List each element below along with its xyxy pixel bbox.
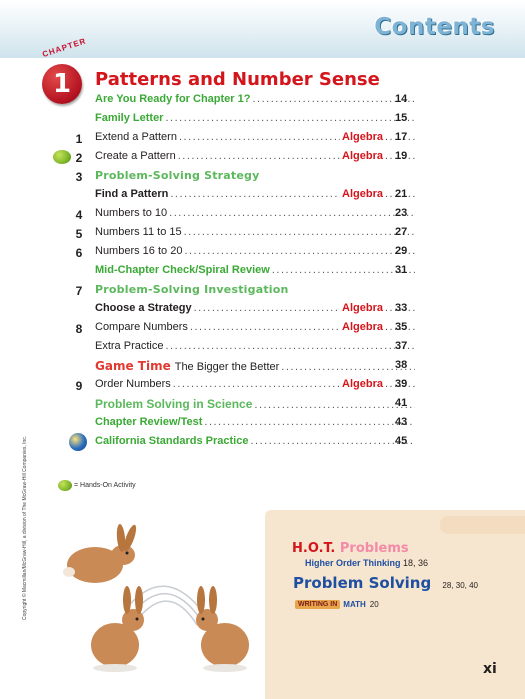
algebra-tag: Algebra: [342, 378, 383, 390]
dot-leader: [250, 435, 415, 447]
hot-sub-label: Higher Order Thinking: [305, 558, 401, 568]
toc-row: [0, 435, 525, 453]
dot-leader: [173, 378, 340, 390]
page-ref: 21: [395, 188, 408, 200]
writing-page: 20: [369, 600, 379, 609]
hot-word: Problems: [339, 541, 409, 556]
toc-row: [0, 397, 525, 415]
hands-on-icon: [58, 480, 72, 491]
toc-label: California Standards Practice: [95, 435, 249, 447]
toc-label: Compare Numbers: [95, 321, 188, 333]
toc-line: [95, 131, 417, 143]
lesson-number: 6: [75, 246, 83, 260]
toc-row: [0, 321, 525, 339]
page-ref: 19: [395, 150, 408, 162]
toc-line: [95, 188, 417, 200]
dot-leader: [204, 416, 415, 428]
page-ref: 33: [395, 302, 408, 314]
hot-prefix: H.O.T.: [292, 541, 336, 556]
toc-row: [0, 302, 525, 320]
toc-line: [95, 302, 417, 314]
toc-label: Numbers 16 to 20: [95, 245, 183, 257]
dot-leader: [272, 264, 415, 276]
toc-row: [0, 359, 525, 377]
toc-line: [95, 150, 417, 162]
chapter-number: 1: [52, 69, 72, 99]
page-ref: 29: [395, 245, 408, 257]
legend-text: = Hands-On Activity: [74, 482, 136, 489]
toc-row: [0, 112, 525, 130]
toc-label: Problem Solving in Science: [95, 397, 253, 411]
toc-row: [0, 207, 525, 225]
page-ref: 37: [395, 340, 408, 352]
page-ref: 23: [395, 207, 408, 219]
hot-pages: 18, 36: [403, 558, 429, 568]
dot-leader: [184, 245, 415, 257]
toc-line: [95, 416, 417, 428]
algebra-tag: Algebra: [342, 188, 383, 200]
lesson-number: 1: [75, 132, 83, 146]
toc-label: The Bigger the Better: [174, 361, 280, 373]
algebra-tag: Algebra: [342, 131, 383, 143]
toc-row: [0, 378, 525, 396]
toc-line: [95, 264, 417, 276]
dot-leader: [184, 226, 415, 238]
hot-subtitle: [305, 558, 428, 568]
rabbit-2: [91, 586, 144, 672]
toc-row: [0, 264, 525, 282]
page-ref: 39: [395, 378, 408, 390]
dot-leader: [165, 340, 415, 352]
toc-line: [95, 169, 417, 182]
page-ref: 31: [395, 264, 408, 276]
dot-leader: [194, 302, 340, 314]
dot-leader: [165, 112, 415, 124]
dot-leader: [252, 93, 415, 105]
rabbit-3: [196, 586, 249, 672]
algebra-tag: Algebra: [342, 321, 383, 333]
toc-label: Extra Practice: [95, 340, 164, 352]
chapter-title: Patterns and Number Sense: [95, 69, 380, 90]
toc-label: Order Numbers: [95, 378, 171, 390]
page-ref: 14: [395, 93, 408, 105]
lesson-number: 4: [75, 208, 83, 222]
toc-label: Choose a Strategy: [95, 302, 192, 314]
page-ref: 45: [395, 435, 408, 447]
dot-leader: [179, 131, 340, 143]
toc-label: Are You Ready for Chapter 1?: [95, 93, 251, 105]
toc-label: Extend a Pattern: [95, 131, 177, 143]
algebra-tag: Algebra: [342, 302, 383, 314]
rabbit-1: [63, 523, 139, 583]
toc-row: [0, 188, 525, 206]
toc-line: [95, 226, 417, 238]
dot-leader: [178, 150, 340, 162]
lesson-number: 3: [75, 170, 83, 184]
toc-label: Numbers 11 to 15: [95, 226, 182, 238]
dot-leader: [169, 207, 415, 219]
ps-title: Problem Solving: [293, 574, 432, 592]
toc-line: [95, 378, 417, 390]
toc-label: Numbers to 10: [95, 207, 168, 219]
lesson-number: 8: [75, 322, 83, 336]
page-ref: 27: [395, 226, 408, 238]
dot-leader: [170, 188, 340, 200]
toc-row: [0, 169, 525, 187]
page-title: Contents: [374, 14, 495, 40]
toc-label: Problem-Solving Investigation: [95, 283, 289, 296]
algebra-tag: Algebra: [342, 150, 383, 162]
page-ref: 43: [395, 416, 408, 428]
page-ref: 35: [395, 321, 408, 333]
toc-row: [0, 283, 525, 301]
toc-line: [95, 397, 417, 411]
globe-icon: [69, 433, 87, 451]
problem-solving-heading: [293, 574, 478, 592]
toc-line: [95, 112, 417, 124]
game-time-badge: Game Time: [95, 359, 171, 373]
hands-on-icon: [53, 150, 71, 164]
toc-row: [0, 93, 525, 111]
page-number: xi: [483, 661, 497, 677]
page-ref: 17: [395, 131, 408, 143]
page-ref: 41: [395, 397, 408, 409]
page-ref: 38: [395, 359, 408, 371]
page-ref: 15: [395, 112, 408, 124]
writing-math: MATH: [343, 600, 366, 609]
toc-row: [0, 245, 525, 263]
toc-label: Create a Pattern: [95, 150, 176, 162]
toc-row: [0, 416, 525, 434]
toc-label: Problem-Solving Strategy: [95, 169, 260, 182]
toc-row: [0, 150, 525, 168]
toc-label: Family Letter: [95, 112, 164, 124]
toc-row: [0, 131, 525, 149]
chapter-word: CHAPTER: [41, 36, 88, 59]
copyright: Copyright © Macmillan/McGraw-Hill, a division of The McGraw-Hill Companies, Inc.: [22, 435, 28, 620]
lesson-number: 9: [75, 379, 83, 393]
lesson-number: 5: [75, 227, 83, 241]
panel-tab: [440, 516, 525, 534]
toc-line: [95, 359, 417, 373]
toc-line: [95, 283, 417, 296]
dot-leader: [254, 399, 415, 411]
lesson-number: 2: [75, 151, 83, 165]
dot-leader: [190, 321, 340, 333]
toc-line: [95, 245, 417, 257]
hot-problems-heading: [292, 541, 409, 556]
toc-line: [95, 93, 417, 105]
toc-line: [95, 321, 417, 333]
toc-label: Mid-Chapter Check/Spiral Review: [95, 264, 270, 276]
toc-row: [0, 340, 525, 358]
hands-on-legend: [58, 480, 136, 491]
toc-line: [95, 435, 417, 447]
toc-label: Chapter Review/Test: [95, 416, 203, 428]
lesson-number: 7: [75, 284, 83, 298]
toc-label: Find a Pattern: [95, 188, 169, 200]
rabbits-illustration: [55, 520, 275, 690]
toc-line: [95, 340, 417, 352]
ps-pages: 28, 30, 40: [442, 581, 479, 590]
toc-line: [95, 207, 417, 219]
toc-row: [0, 226, 525, 244]
writing-in-math: [295, 600, 379, 609]
writing-tag: WRITING IN: [295, 600, 340, 609]
